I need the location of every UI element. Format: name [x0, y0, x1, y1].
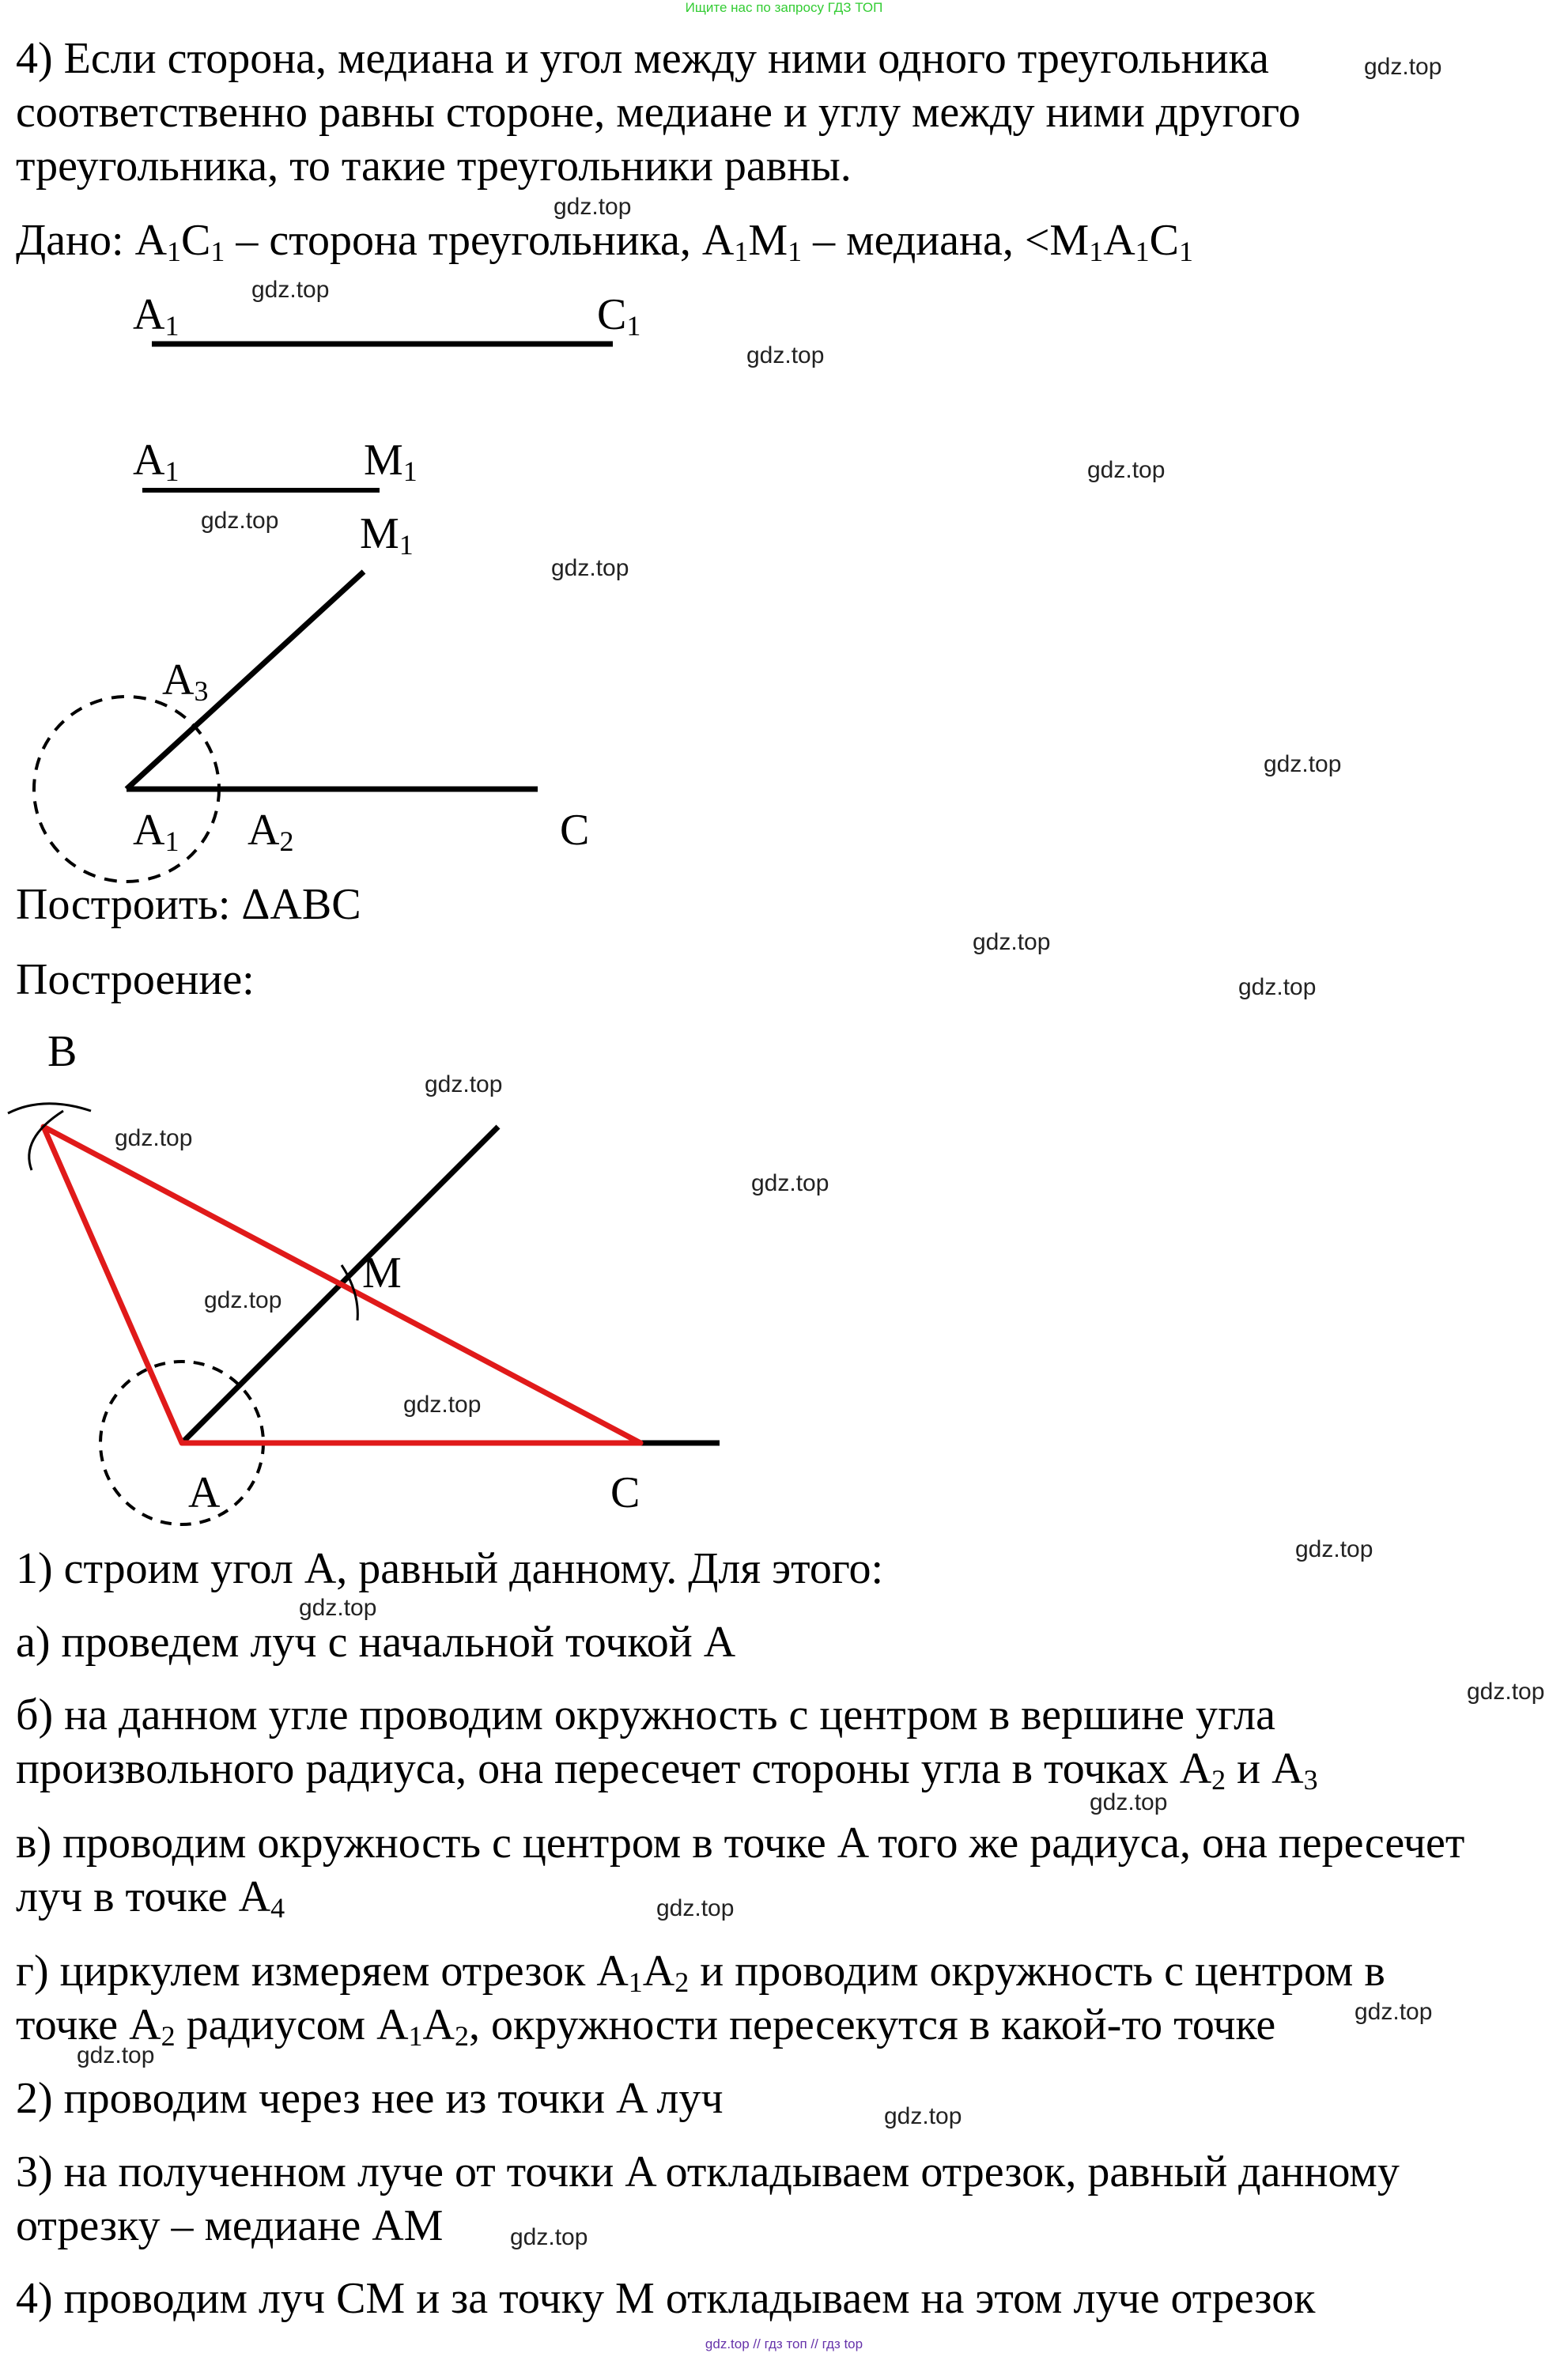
- watermark: gdz.top: [403, 1392, 482, 1418]
- label-a: A: [188, 1468, 221, 1517]
- watermark: gdz.top: [115, 1125, 193, 1151]
- label-m1-mid: $M_1$: [364, 436, 418, 487]
- step-b-line2: произвольного радиуса, она пересечет стороны угла в точках $A_2$ и $A_3$: [16, 1744, 1318, 1796]
- watermark: gdz.top: [425, 1071, 503, 1097]
- watermark: gdz.top: [299, 1595, 377, 1621]
- step-g-line2: точке $A_2$ радиусом $A_1A_2$, окружности пересекутся в какой-то точке: [16, 2000, 1276, 2052]
- problem-line-2: соответственно равны стороне, медиане и углу между ними другого: [16, 88, 1301, 137]
- label-m: M: [362, 1248, 402, 1297]
- watermark: gdz.top: [746, 342, 825, 368]
- top-banner: Ищите нас по запросу ГДЗ ТОП: [685, 0, 883, 15]
- watermark: gdz.top: [884, 2103, 962, 2129]
- given-line: Дано: $A_1C_1$ – сторона треугольника, $A_1M_1$ – медиана, $<M_1A_1C_1$: [16, 216, 1194, 267]
- label-a1-top: $A_1$: [133, 290, 179, 342]
- label-a3: $A_3$: [162, 655, 209, 707]
- step-g-line1: г) циркулем измеряем отрезок $A_1A_2$ и проводим окружность с центром в: [16, 1947, 1385, 1998]
- label-a2: $A_2$: [247, 806, 294, 857]
- step-a: а) проведем луч с начальной точкой A: [16, 1618, 736, 1667]
- step-3-line2: отрезку – медиане AM: [16, 2201, 444, 2250]
- footer-links: gdz.top // гдз топ // гдз top: [705, 2336, 863, 2351]
- label-m1-ray: $M_1$: [360, 509, 414, 561]
- label-c: C: [560, 806, 590, 855]
- construction-title: Построение:: [16, 955, 255, 1004]
- step-1: 1) строим угол A, равный данному. Для этого:: [16, 1544, 884, 1593]
- label-b: B: [47, 1027, 77, 1076]
- watermark: gdz.top: [554, 194, 632, 220]
- problem-line-1: 4) Если сторона, медиана и угол между ними одного треугольника: [16, 34, 1269, 83]
- watermark: gdz.top: [1467, 1679, 1545, 1705]
- watermark: gdz.top: [1295, 1536, 1373, 1562]
- watermark: gdz.top: [1264, 751, 1342, 777]
- label-c2: C: [610, 1468, 640, 1517]
- watermark: gdz.top: [204, 1287, 282, 1313]
- label-c1-top: $C_1$: [597, 290, 641, 342]
- watermark: gdz.top: [1087, 457, 1166, 483]
- arc-mark-b-1: [8, 1104, 91, 1113]
- watermark: gdz.top: [973, 929, 1051, 955]
- triangle-abc: [43, 1127, 640, 1443]
- problem-line-3: треугольника, то такие треугольники равны.: [16, 142, 852, 191]
- watermark: gdz.top: [251, 277, 330, 303]
- step-b-line1: б) на данном угле проводим окружность с центром в вершине угла: [16, 1690, 1275, 1739]
- watermark: gdz.top: [1364, 54, 1442, 80]
- watermark: gdz.top: [77, 2042, 155, 2068]
- watermark: gdz.top: [1238, 974, 1317, 1000]
- watermark: gdz.top: [510, 2224, 588, 2250]
- watermark: gdz.top: [1355, 1999, 1433, 2025]
- watermark: gdz.top: [751, 1170, 829, 1196]
- label-a1-vertex: $A_1$: [133, 806, 179, 857]
- step-v-line1: в) проводим окружность с центром в точке A того же радиуса, она пересечет: [16, 1819, 1465, 1868]
- watermark: gdz.top: [201, 508, 279, 534]
- watermark: gdz.top: [551, 555, 629, 581]
- label-a1-mid: $A_1$: [133, 436, 179, 487]
- step-3-line1: 3) на полученном луче от точки A откладываем отрезок, равный данному: [16, 2147, 1400, 2196]
- watermark: gdz.top: [656, 1895, 735, 1921]
- step-4: 4) проводим луч CM и за точку M откладываем на этом луче отрезок: [16, 2274, 1316, 2323]
- watermark: gdz.top: [1090, 1789, 1168, 1815]
- step-v-line2: луч в точке $A_4$: [16, 1872, 285, 1924]
- step-2: 2) проводим через нее из точки A луч: [16, 2074, 724, 2123]
- construct-task: Построить: ΔABC: [16, 880, 361, 929]
